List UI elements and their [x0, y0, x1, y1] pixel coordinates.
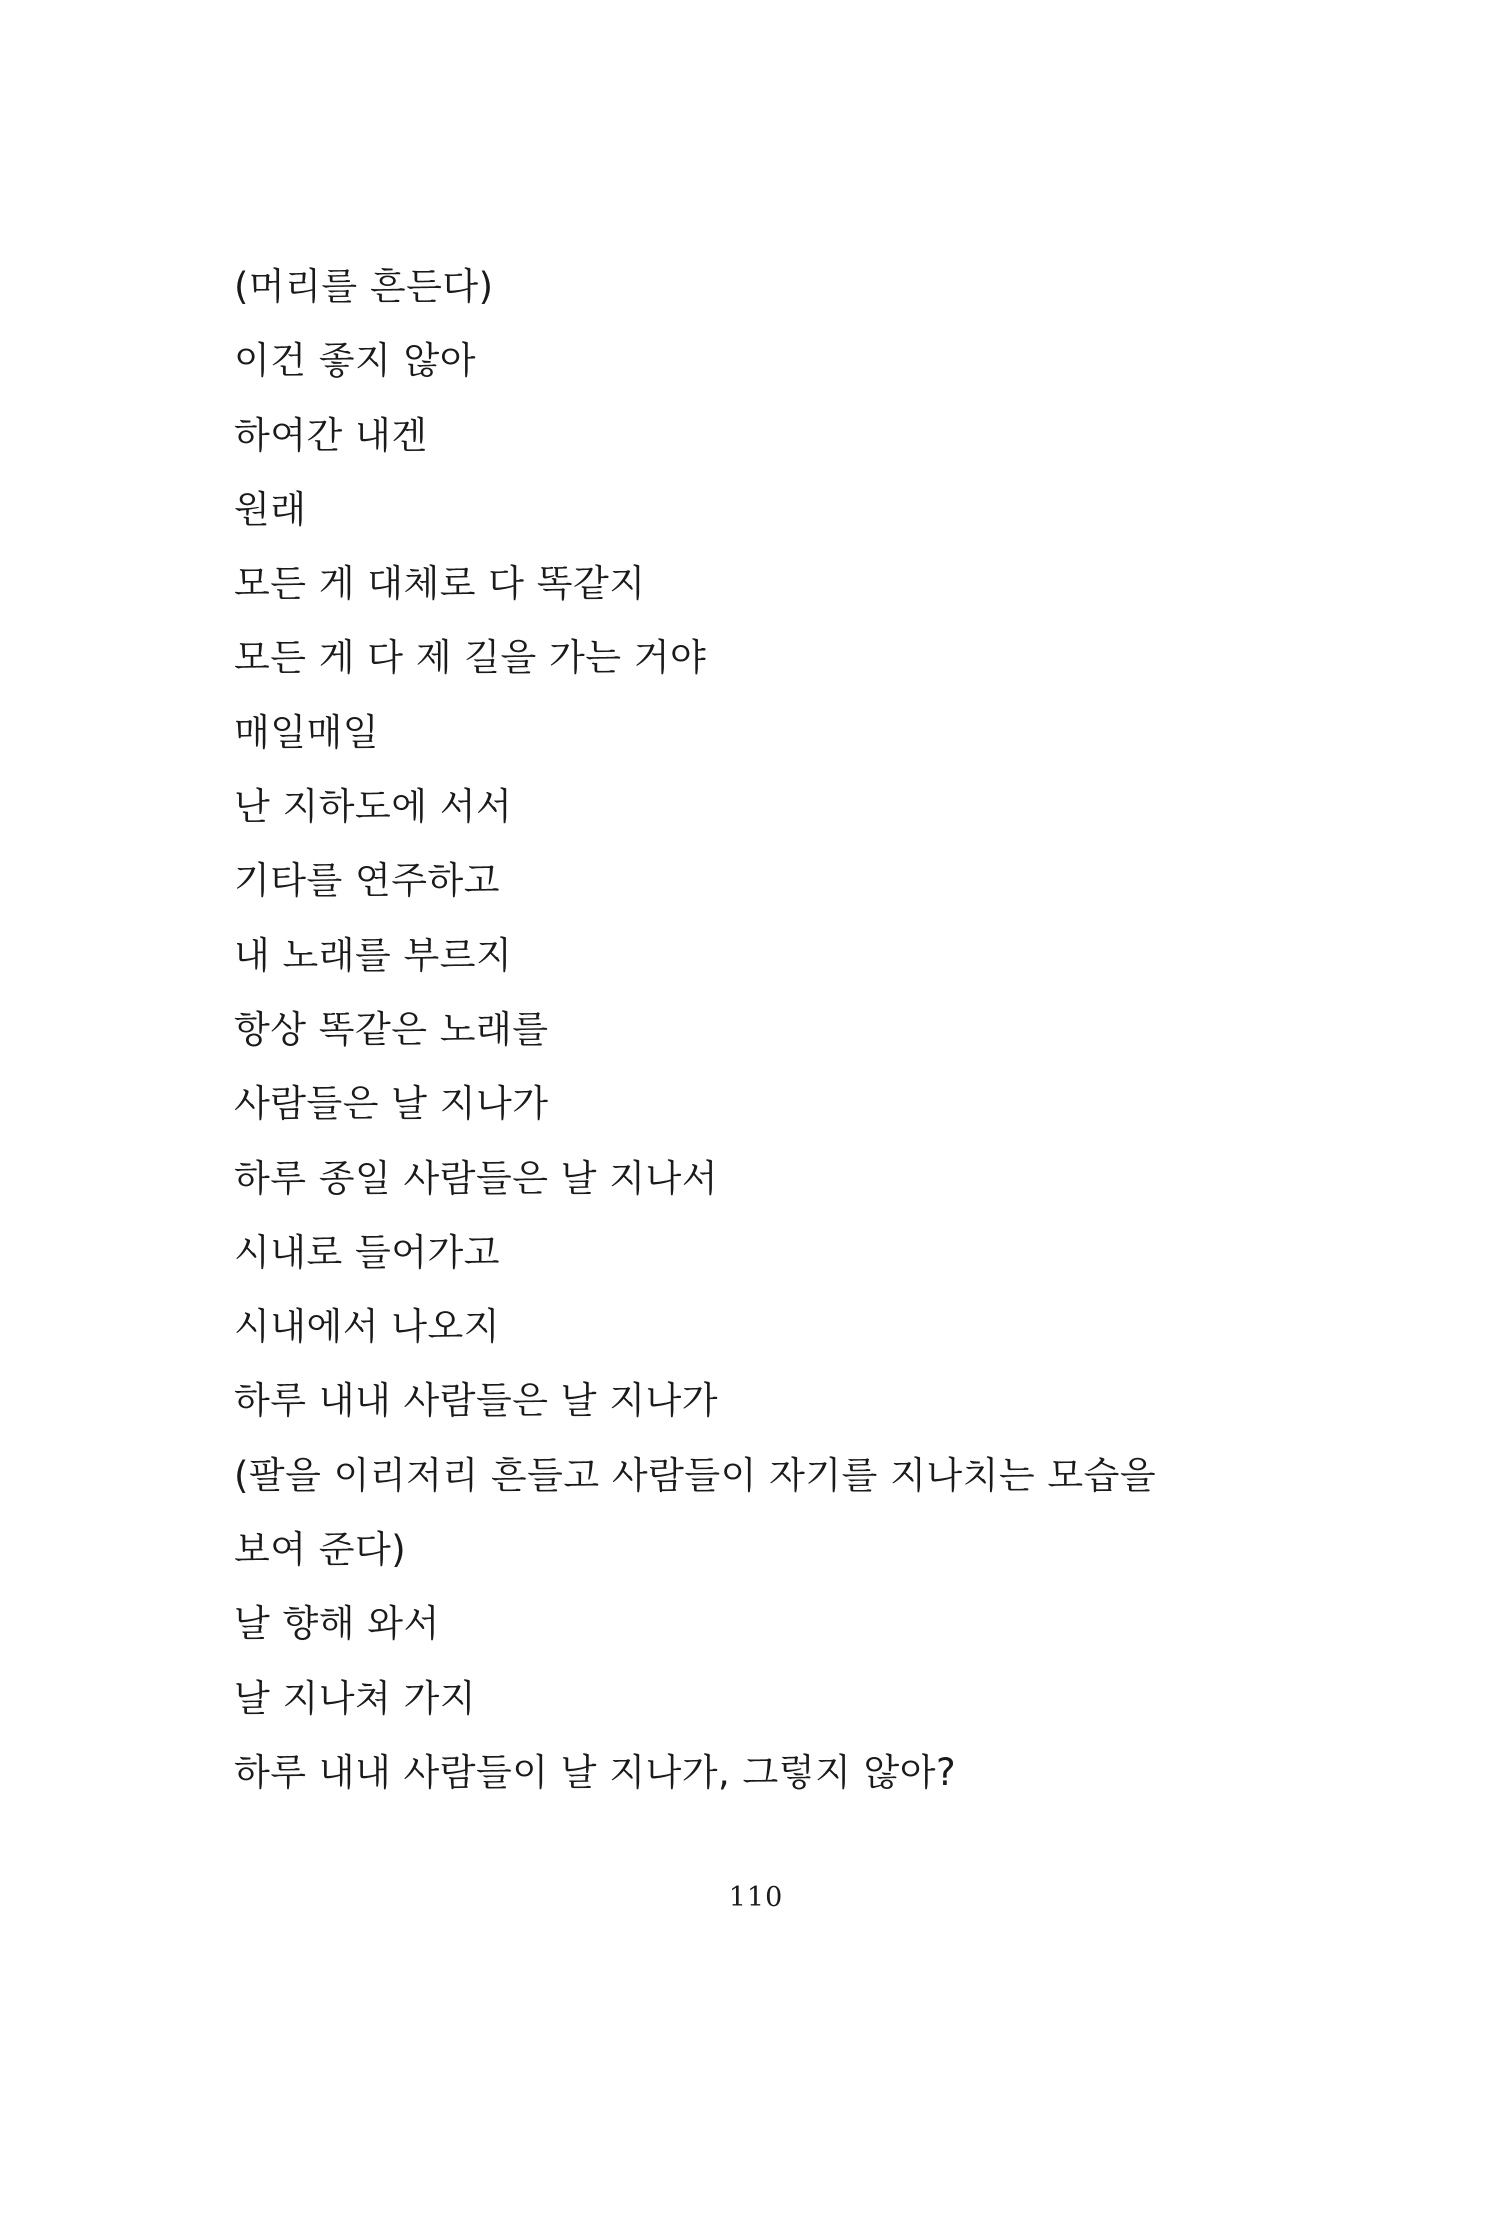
text-line: 모든 게 대체로 다 똑같지 — [234, 562, 646, 606]
text-line: 원래 — [234, 487, 307, 531]
text-line: 시내에서 나오지 — [234, 1305, 500, 1349]
text-line: (팔을 이리저리 흔들고 사람들이 자기를 지나치는 모습을 — [234, 1453, 1157, 1497]
text-line: 이건 좋지 않아 — [234, 339, 476, 383]
text-line: 시내로 들어가고 — [234, 1230, 500, 1274]
text-line: 날 향해 와서 — [234, 1602, 440, 1646]
text-line: 기타를 연주하고 — [234, 859, 500, 903]
text-line: 매일매일 — [234, 710, 379, 754]
text-line: 하여간 내겐 — [234, 413, 428, 457]
poem-text — [234, 250, 1294, 1810]
text-line: 모든 게 다 제 길을 가는 거야 — [234, 636, 707, 680]
text-line: 사람들은 날 지나가 — [234, 1082, 549, 1126]
text-line: 하루 종일 사람들은 날 지나서 — [234, 1156, 718, 1200]
text-line: 하루 내내 사람들은 날 지나가 — [234, 1379, 718, 1423]
text-line: 날 지나쳐 가지 — [234, 1676, 476, 1720]
text-line: 난 지하도에 서서 — [234, 785, 513, 829]
text-line: 항상 똑같은 노래를 — [234, 1007, 549, 1051]
text-line: 보여 준다) — [234, 1528, 407, 1572]
text-line: 하루 내내 사람들이 날 지나가, 그렇지 않아? — [234, 1750, 957, 1794]
text-line: (머리를 흔든다) — [234, 265, 494, 308]
page-number: 110 — [728, 1882, 784, 1913]
text-line: 내 노래를 부르지 — [234, 933, 513, 977]
